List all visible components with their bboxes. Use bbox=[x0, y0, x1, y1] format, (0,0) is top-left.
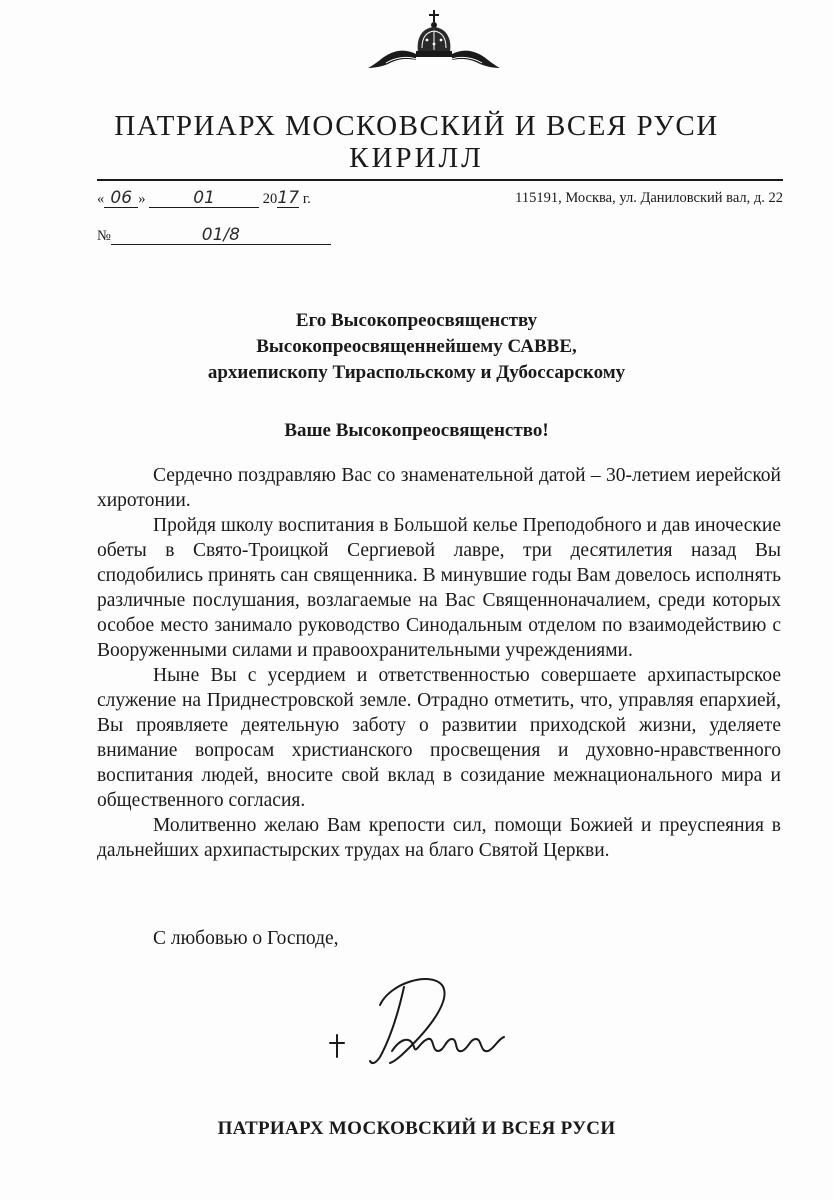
letter-body bbox=[97, 463, 781, 863]
date-open-quote: « bbox=[97, 191, 105, 207]
date-day: 06 bbox=[104, 190, 138, 208]
patriarchal-crown-emblem-icon bbox=[366, 8, 502, 74]
date-year-suffix: 17 bbox=[277, 188, 300, 208]
sender-address: 115191, Москва, ул. Даниловский вал, д. 22 bbox=[515, 190, 783, 206]
date-field bbox=[97, 190, 311, 208]
body-paragraph-4: Молитвенно желаю Вам крепости сил, помощи Божией и преуспеяния в дальнейших архипастырских трудах на благо Святой Церкви. bbox=[97, 815, 781, 861]
body-paragraph-1: Сердечно поздравляю Вас со знаменательной датой – 30-летием иерейской хиротонии. bbox=[97, 465, 781, 511]
addressee-line-1: Его Высокопреосвященству bbox=[295, 310, 538, 331]
letterhead-title: ПАТРИАРХ МОСКОВСКИЙ И ВСЕЯ РУСИ bbox=[114, 110, 719, 142]
date-suffix: г. bbox=[302, 191, 311, 207]
date-close-quote: » bbox=[138, 191, 146, 207]
date-year-prefix: 20 bbox=[262, 191, 278, 207]
body-paragraph-3: Ныне Вы с усердием и ответственностью совершаете архипастырское служение на Приднестровской земле. Отрадно отметить, что, управляя епархией, Вы проявляете деятельную заботу о развитии приходской жизни, уделяете внимание вопросам христианского просвещения и духовно-нравственного воспитания людей, вносите свой вклад в созидание межнационального мира и общественного согласия. bbox=[97, 665, 781, 811]
document-number-label: № bbox=[97, 228, 111, 244]
letterhead-divider bbox=[97, 179, 783, 181]
addressee-line-3: архиепископу Тираспольскому и Дубоссарскому bbox=[207, 362, 626, 383]
salutation: Ваше Высокопреосвященство! bbox=[284, 420, 549, 441]
date-month: 01 bbox=[149, 190, 259, 208]
document-number-field bbox=[97, 227, 331, 245]
signatory-title: ПАТРИАРХ МОСКОВСКИЙ И ВСЕЯ РУСИ bbox=[217, 1118, 616, 1139]
handwritten-signature bbox=[320, 965, 520, 1075]
letterhead-name: КИРИЛЛ bbox=[349, 142, 484, 174]
document-number-value: 01/8 bbox=[111, 227, 331, 245]
body-paragraph-2: Пройдя школу воспитания в Большой келье Преподобного и дав иноческие обеты в Свято-Троицкой Сергиевой лавре, три десятилетия назад Вы сподобились принять сан священника. В минувшие годы Вам довелось исполнять различные послушания, возлагаемые на Вас Священноначалием, среди которых особое место занимало руководство Синодальным отделом по взаимодействию с Вооруженными силами и правоохранительными учреждениями. bbox=[97, 515, 781, 661]
closing-phrase: С любовью о Господе, bbox=[153, 928, 339, 949]
addressee-line-2: Высокопреосвященнейшему САВВЕ, bbox=[256, 336, 577, 357]
